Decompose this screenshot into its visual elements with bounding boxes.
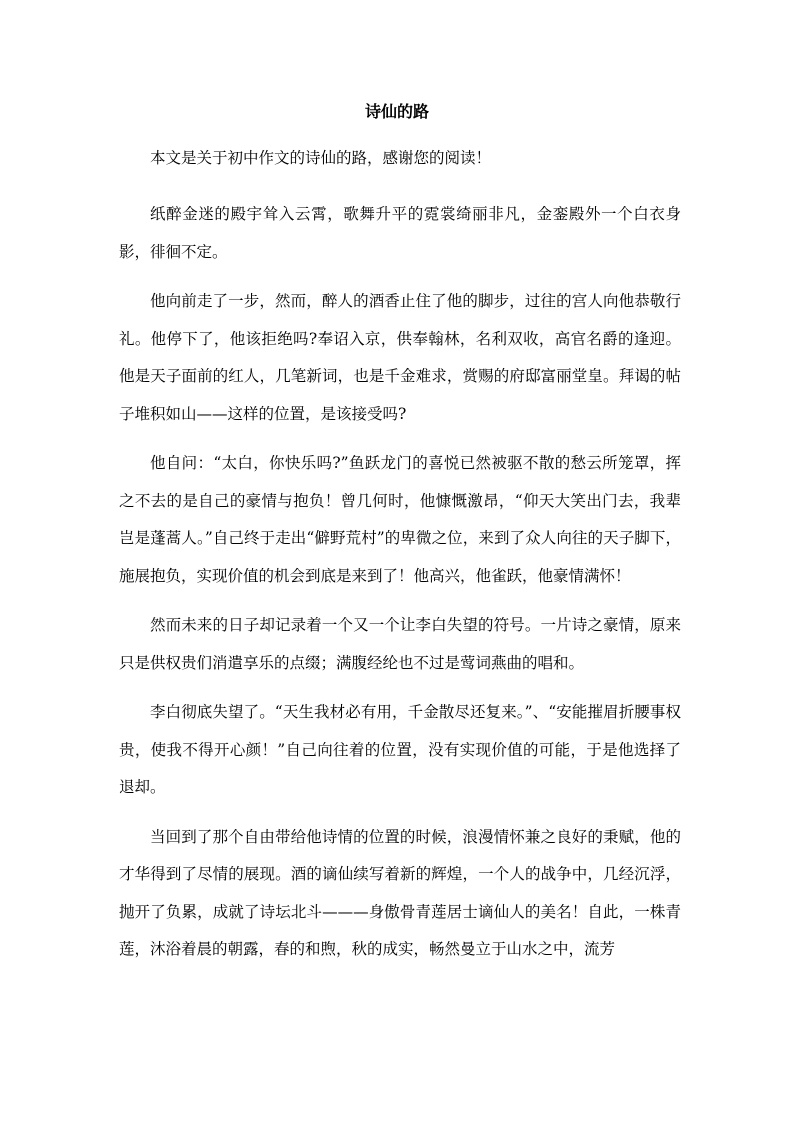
paragraph-intro: 本文是关于初中作文的诗仙的路，感谢您的阅读！ [150, 149, 492, 167]
document-body [119, 140, 681, 981]
paragraph: 他自问：“太白，你快乐吗?”鱼跃龙门的喜悦已然被驱不散的愁云所笼罩，挥之不去的是自己的豪情与抱负！曾几何时，他慷慨激昂，“仰天大笑出门去，我辈岂是蓬蒿人。”自己终于走出“僻野荒村”的卑微之位，来到了众人向往的天子脚下，施展抱负，实现价值的机会到底是来到了！他高兴，他雀跃，他豪情满怀！ [119, 454, 681, 585]
paragraph: 李白彻底失望了。“天生我材必有用，千金散尽还复来。”、“安能摧眉折腰事权贵，使我不得开心颜！”自己向往着的位置，没有实现价值的可能，于是他选择了退却。 [119, 703, 681, 796]
document-title: 诗仙的路 [364, 102, 429, 121]
paragraph: 纸醉金迷的殿宇耸入云霄，歌舞升平的霓裳绮丽非凡，金銮殿外一个白衣身影，徘徊不定。 [119, 205, 681, 261]
paragraph: 他向前走了一步，然而，醉人的酒香止住了他的脚步，过往的宫人向他恭敬行礼。他停下了，他该拒绝吗?奉诏入京，供奉翰林，名利双收，高官名爵的逢迎。他是天子面前的红人，几笔新词，也是千金难求，赏赐的府邸富丽堂皇。拜谒的帖子堆积如山——这样的位置，是该接受吗? [119, 292, 681, 423]
paragraph: 然而未来的日子却记录着一个又一个让李白失望的符号。一片诗之豪情，原来只是供权贵们消遣享乐的点缀；满腹经纶也不过是莺词燕曲的唱和。 [119, 616, 681, 672]
paragraph: 当回到了那个自由带给他诗情的位置的时候，浪漫情怀兼之良好的秉赋，他的才华得到了尽情的展现。酒的谪仙续写着新的辉煌，一个人的战争中，几经沉浮，抛开了负累，成就了诗坛北斗———身傲骨青莲居士谪仙人的美名！自此，一株青莲，沐浴着晨的朝露，春的和煦，秋的成实，畅然曼立于山水之中，流芳 [119, 827, 681, 958]
